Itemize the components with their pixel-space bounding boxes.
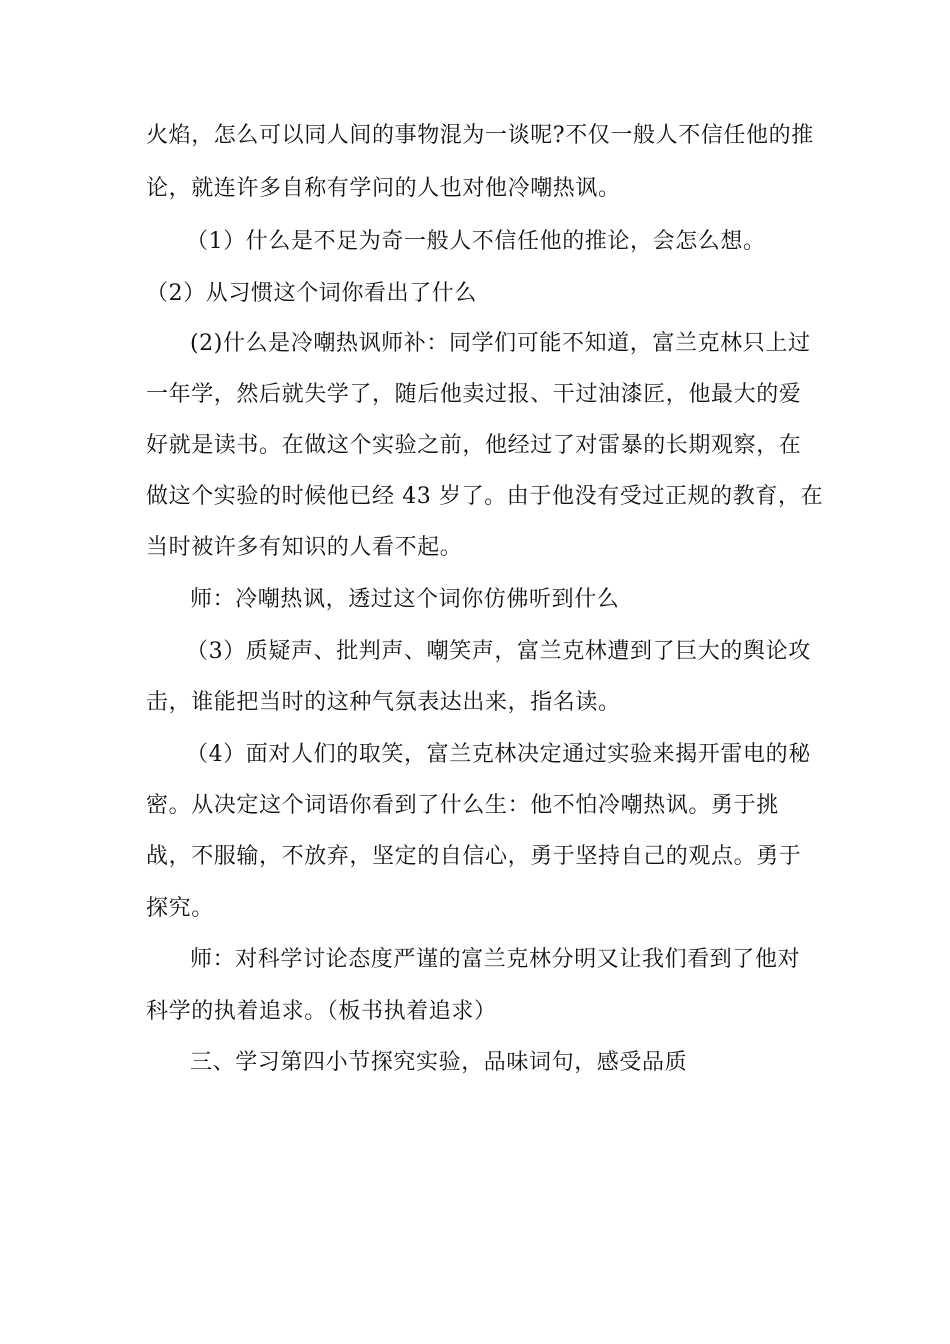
teacher-line-2: 师：对科学讨论态度严谨的富兰克林分明又让我们看到了他对 [190,947,801,972]
question-3-line-2: 击，谁能把当时的这种气氛表达出来，指名读。 [146,690,621,715]
paragraph-2-line-2: 一年学，然后就失学了，随后他卖过报、干过油漆匠，他最大的爱 [146,382,802,407]
teacher-line-1: 师：冷嘲热讽，透过这个词你仿佛听到什么 [190,587,620,612]
question-3-line-1: （3）质疑声、批判声、嘲笑声，富兰克林遭到了巨大的舆论攻 [186,639,811,664]
question-4-line-4: 探究。 [146,896,214,921]
section-heading: 三、学习第四小节探究实验，品味词句，感受品质 [190,1050,688,1075]
paragraph-2-line-3: 好就是读书。在做这个实验之前，他经过了对雷暴的长期观察，在 [146,433,802,458]
paragraph-2-line-5: 当时被许多有知识的人看不起。 [146,535,463,560]
teacher-line-2-continued: 科学的执着追求。（板书执着追求） [146,999,497,1024]
question-1: （1）什么是不足为奇一般人不信任他的推论，会怎么想。 [186,229,766,254]
question-4-line-3: 战，不服输，不放弃，坚定的自信心，勇于坚持自己的观点。勇于 [146,844,802,869]
question-4-line-1: （4）面对人们的取笑，富兰克林决定通过实验来揭开雷电的秘 [186,742,811,767]
text-line-1: 火焰，怎么可以同人间的事物混为一谈呢?不仅一般人不信任他的推 [146,123,814,148]
paragraph-2-line-1: (2)什么是冷嘲热讽师补：同学们可能不知道，富兰克林只上过 [190,331,811,356]
paragraph-2-line-4: 做这个实验的时候他已经 43 岁了。由于他没有受过正规的教育，在 [146,484,824,509]
question-4-line-2: 密。从决定这个词语你看到了什么生：他不怕冷嘲热讽。勇于挑 [146,793,779,818]
question-2: （2）从习惯这个词你看出了什么 [146,281,477,306]
text-line-2: 论，就连许多自称有学问的人也对他冷嘲热讽。 [146,176,621,201]
